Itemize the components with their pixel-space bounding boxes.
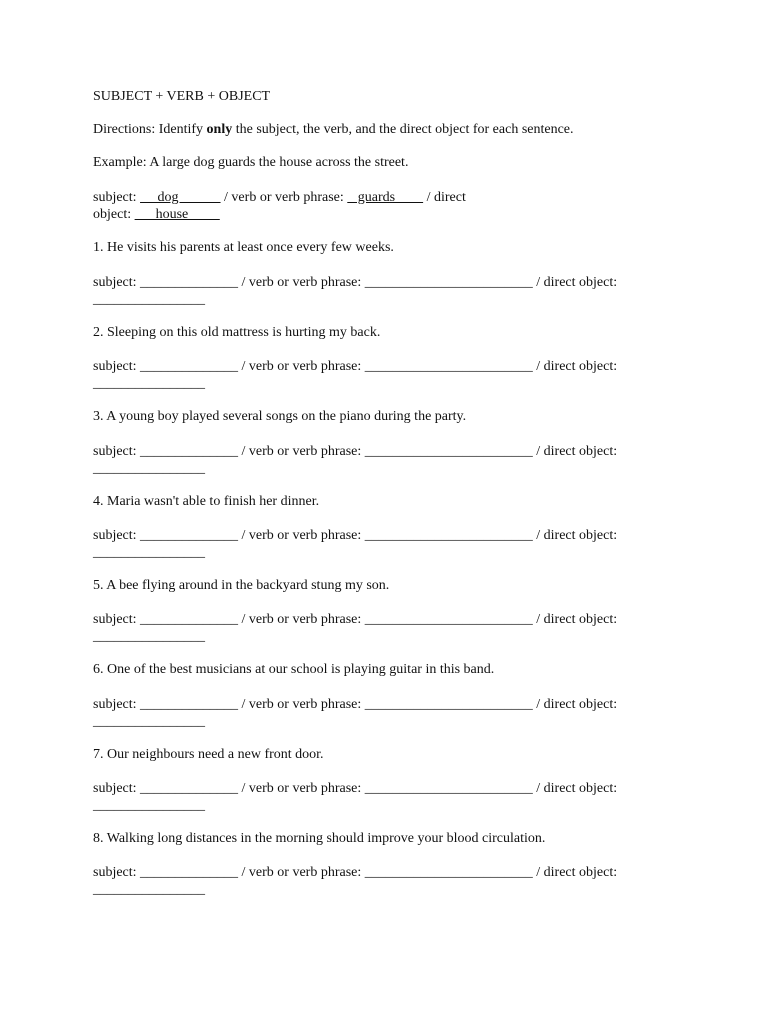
answer-blanks: subject: ______________ / verb or verb phrase: ________________________ / direct object: (93, 275, 618, 290)
example-object-label: / direct (423, 190, 466, 205)
direct-object-blank: ________________ (93, 461, 205, 476)
answer-line-7 (93, 780, 683, 814)
direct-object-blank: ________________ (93, 376, 205, 391)
question-5: 5. A bee flying around in the backyard stung my son. (93, 578, 390, 593)
answer-blanks: subject: ______________ / verb or verb phrase: ________________________ / direct object: (93, 444, 618, 459)
answer-blanks: subject: ______________ / verb or verb phrase: ________________________ / direct object: (93, 781, 618, 796)
answer-line-1 (93, 274, 683, 308)
direct-object-blank: ________________ (93, 714, 205, 729)
direct-object-blank: ________________ (93, 292, 205, 307)
answer-line-6 (93, 696, 683, 730)
example-subject-label: subject: (93, 190, 141, 205)
direct-object-blank: ________________ (93, 882, 205, 897)
example-verb-answer: guards (347, 190, 424, 205)
answer-line-3 (93, 443, 683, 477)
answer-line-8 (93, 864, 683, 898)
question-2: 2. Sleeping on this old mattress is hurting my back. (93, 325, 381, 340)
directions-text-before: Directions: Identify (93, 122, 207, 137)
answer-line-5 (93, 611, 683, 645)
answer-blanks: subject: ______________ / verb or verb phrase: ________________________ / direct object: (93, 697, 618, 712)
question-1: 1. He visits his parents at least once every few weeks. (93, 240, 394, 255)
question-7: 7. Our neighbours need a new front door. (93, 747, 324, 762)
directions-emphasis: only (206, 122, 233, 137)
direct-object-blank: ________________ (93, 629, 205, 644)
answer-blanks: subject: ______________ / verb or verb phrase: ________________________ / direct object: (93, 865, 618, 880)
example-verb-label: / verb or verb phrase: (220, 190, 348, 205)
example-object-label-cont: object: (93, 207, 135, 222)
direct-object-blank: ________________ (93, 798, 205, 813)
question-6: 6. One of the best musicians at our school is playing guitar in this band. (93, 662, 495, 677)
directions-text-after: the subject, the verb, and the direct object for each sentence. (232, 122, 574, 137)
example-answer (93, 189, 683, 223)
question-4: 4. Maria wasn't able to finish her dinner. (93, 494, 320, 509)
example-subject-answer: dog (140, 190, 221, 205)
question-3: 3. A young boy played several songs on the piano during the party. (93, 409, 467, 424)
example-object-answer: house (134, 207, 220, 222)
answer-blanks: subject: ______________ / verb or verb phrase: ________________________ / direct object: (93, 359, 618, 374)
question-8: 8. Walking long distances in the morning should improve your blood circulation. (93, 831, 546, 846)
direct-object-blank: ________________ (93, 545, 205, 560)
worksheet-title: SUBJECT + VERB + OBJECT (93, 89, 271, 104)
answer-blanks: subject: ______________ / verb or verb phrase: ________________________ / direct object: (93, 528, 618, 543)
example-sentence: Example: A large dog guards the house across the street. (93, 155, 409, 170)
answer-blanks: subject: ______________ / verb or verb phrase: ________________________ / direct object: (93, 612, 618, 627)
answer-line-2 (93, 358, 683, 392)
directions (93, 121, 574, 138)
answer-line-4 (93, 527, 683, 561)
